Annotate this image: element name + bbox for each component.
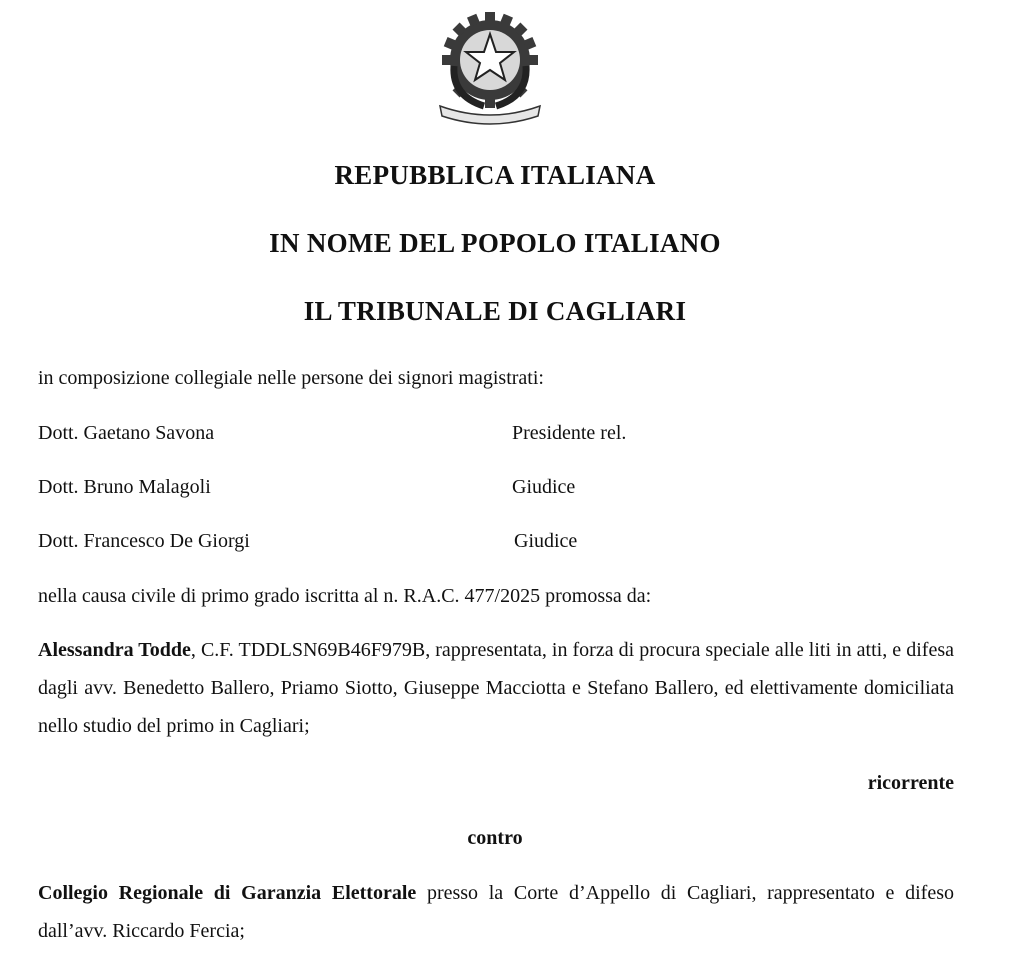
header-republic: REPUBBLICA ITALIANA (334, 160, 656, 190)
italian-republic-emblem-icon (434, 6, 546, 126)
plaintiff-details: , C.F. TDDLSN69B46F979B, rappresentata, in forza di procura speciale alle liti in atti, e difesa dagli avv. Benedetto Ballero, Priamo Siotto, Giuseppe Macciotta e Stefano Ballero, ed elettivamente domiciliata nello studio del primo in Cagliari; (38, 639, 954, 737)
case-line: nella causa civile di primo grado iscritta al n. R.A.C. 477/2025 promossa da: (38, 585, 652, 607)
judge-2-role: Giudice (512, 476, 576, 498)
judge-2-name: Dott. Bruno Malagoli (38, 476, 211, 498)
intro-line: in composizione collegiale nelle persone dei signori magistrati: (38, 367, 544, 389)
judge-1-name: Dott. Gaetano Savona (38, 422, 215, 444)
plaintiff-name: Alessandra Todde (38, 639, 191, 661)
plaintiff-role: ricorrente (867, 772, 954, 794)
header-people: IN NOME DEL POPOLO ITALIANO (269, 228, 721, 258)
judge-3-role: Giudice (514, 530, 578, 552)
header-court: IL TRIBUNALE DI CAGLIARI (303, 296, 687, 326)
defendant-paragraph (38, 874, 954, 950)
judge-3-name: Dott. Francesco De Giorgi (38, 530, 250, 552)
judge-1-role: Presidente rel. (512, 422, 627, 444)
plaintiff-paragraph (38, 631, 954, 745)
defendant-name: Collegio Regionale di Garanzia Elettorale (38, 882, 417, 904)
defendant-details: presso la Corte d’Appello di Cagliari, rappresentato e difeso dall’avv. Riccardo Fercia; (38, 882, 954, 942)
against-label: contro (467, 827, 523, 849)
